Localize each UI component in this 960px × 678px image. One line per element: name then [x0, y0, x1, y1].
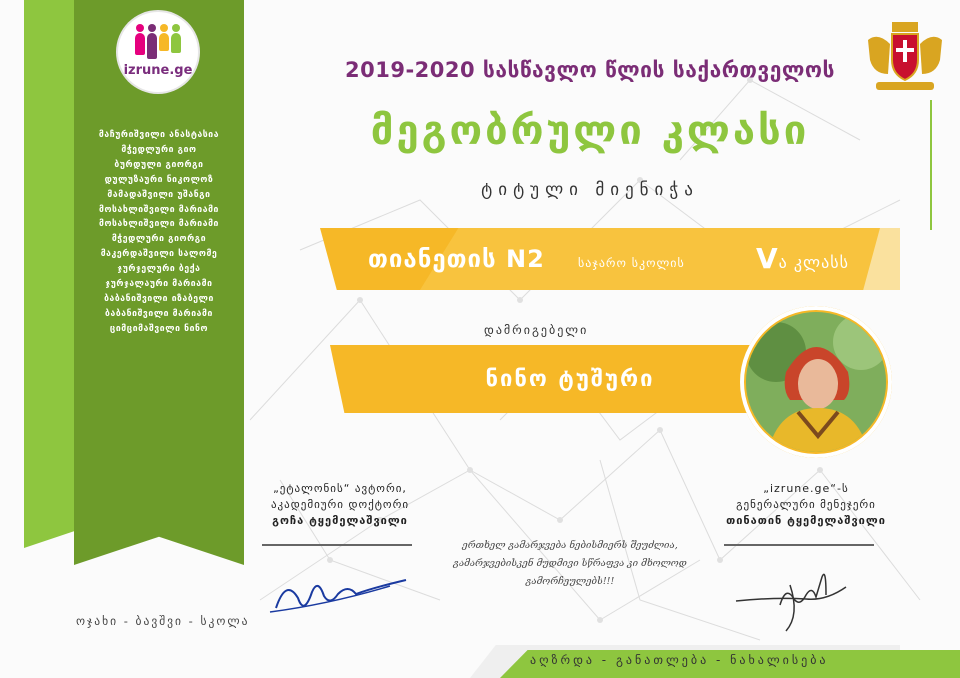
student-name: მჭედლური გიორგი — [111, 234, 207, 245]
year-heading: 2019-2020 სასწავლო წლის საქართველოს — [345, 58, 835, 82]
school-name: თიანეთის N2 — [368, 245, 545, 273]
motto-note — [430, 537, 710, 591]
student-name: ბურდული გიორგი — [114, 159, 204, 170]
bottom-slogan: აღზრდა - განათლება - ნახალისება — [530, 653, 829, 667]
student-name: მოსახლიშვილი მარიამი — [98, 219, 220, 230]
student-name: მაჩურიშვილი ანასტასია — [98, 130, 220, 140]
student-name: ბაბანიშვილი მარიამი — [105, 308, 213, 319]
student-list — [74, 128, 244, 337]
student-name: დულუზაური ნიკოლოზ — [104, 174, 214, 185]
family-icon — [135, 33, 181, 59]
author-signature-block — [250, 482, 430, 527]
student-name: ციმციმაშვილი ნინო — [109, 323, 209, 334]
student-name: მოსახლიშვილი მარიამი — [98, 204, 220, 215]
signature-line-left — [262, 544, 412, 546]
author-name: გოჩა ტყემელაშვილი — [272, 514, 408, 527]
student-name: მჭედლური გიო — [121, 144, 197, 155]
school-type: საჯარო სკოლის — [578, 256, 685, 270]
manager-org: „izrune.ge“-ს — [763, 482, 849, 495]
founder-label: დამრიგებელი — [484, 323, 589, 337]
student-name: მაკერდაშვილი სალომე — [100, 249, 218, 260]
motto-line-1: ერთხელ გამარჯვება ნებისმიერს შეუძლია, — [462, 540, 678, 551]
family-slogan: ოჯახი - ბავშვი - სკოლა — [76, 614, 250, 628]
motto-line-2: გამარჯვებისკენ მუდმივი სწრაფვა კი მხოლოდ გამორჩეულებს!!! — [453, 558, 687, 587]
signature-line-right — [724, 544, 874, 546]
student-name: მამადაშვილი უშანგი — [107, 189, 211, 200]
certificate-subtitle: ტიტული მიენიჭა — [481, 180, 699, 200]
manager-signature-block — [716, 482, 896, 527]
author-title: „ეტალონის“ ავტორი, — [273, 482, 407, 495]
student-name: ჯურჯალაური მარიამი — [105, 279, 213, 290]
logo-text: izrune.ge — [123, 62, 193, 78]
handwritten-signature-left — [266, 568, 416, 618]
class-letter: V — [756, 242, 779, 275]
certificate-title: მეგობრული კლასი — [370, 108, 810, 154]
student-name: ბაბანიშვილი იზაბელი — [104, 293, 214, 304]
class-label — [756, 242, 849, 275]
author-degree: აკადემიური დოქტორი — [270, 498, 410, 511]
manager-title: გენერალური მენეჯერი — [736, 498, 876, 511]
teacher-photo — [740, 306, 892, 458]
accent-line — [930, 100, 932, 230]
founder-name: ნინო ტუშური — [485, 367, 655, 392]
student-name: ჯურჯელური ბექა — [117, 264, 201, 275]
class-suffix: ა კლასს — [778, 253, 849, 272]
manager-name: თინათინ ტყემელაშვილი — [726, 514, 886, 527]
izrune-logo — [118, 12, 198, 92]
handwritten-signature-right — [730, 565, 870, 635]
coat-of-arms-icon — [862, 20, 948, 96]
